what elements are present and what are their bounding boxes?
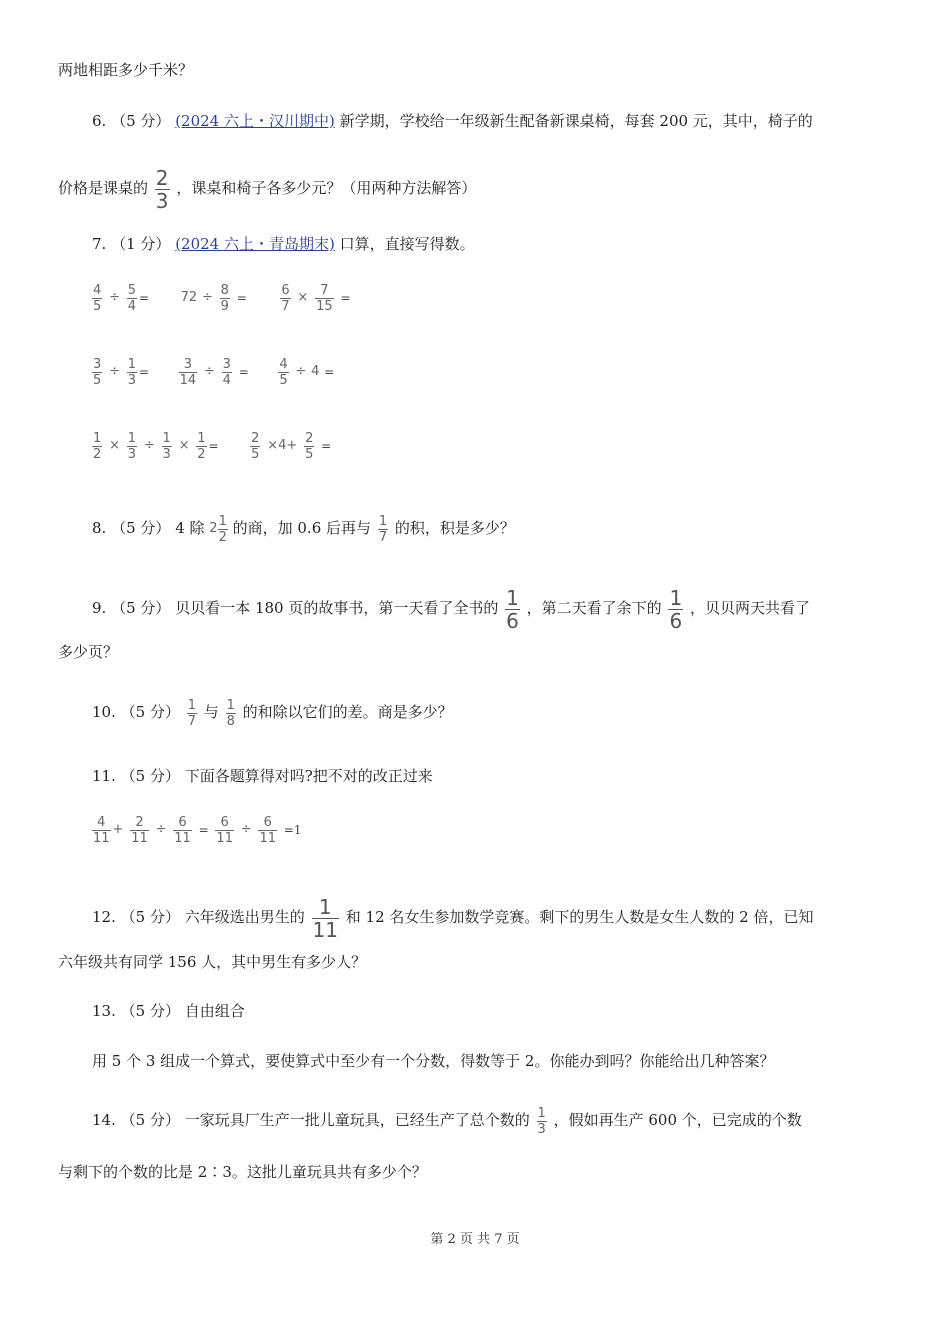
multiply-sign: × (267, 438, 279, 453)
fraction: $\frac{4}{5}$ (279, 356, 288, 388)
fraction: $\frac{5}{4}$ (127, 282, 137, 314)
fraction: $\frac{2}{5}$ (305, 430, 314, 462)
divide-sign: ÷ (109, 290, 120, 305)
question-text: ，假如再生产 600 个，已完成的个数 (553, 1111, 802, 1129)
question-7 (92, 234, 475, 254)
question-text: 两地相距多少千米？ (58, 61, 194, 79)
question-6-line2 (58, 166, 476, 211)
divide-sign: ÷ (109, 364, 120, 379)
oral-calc-row-3 (90, 428, 331, 463)
question-text: 用 5 个 3 组成一个算式，要使算式中至少有一个分数，得数等于 2。你能办到吗？你能给出几种答案？ (92, 1052, 775, 1070)
question-number: 13. (92, 1002, 116, 1020)
question-number: 11. (92, 767, 116, 785)
fraction: $\frac{6}{11}$ (174, 814, 191, 846)
fraction: $\frac{2}{11}$ (131, 814, 148, 846)
fraction: $\frac{1}{7}$ (187, 697, 197, 729)
equals-sign: = (321, 439, 332, 453)
question-score: （5 分） (120, 1111, 180, 1129)
question-12 (92, 892, 813, 942)
fraction: $\frac{1}{7}$ (378, 513, 388, 545)
mixed-number: 2 1 2 (209, 513, 227, 545)
question-score: （5 分） (111, 519, 171, 537)
question-number: 9. (92, 599, 107, 617)
plus-sign: + (112, 822, 124, 837)
fraction: $\frac{1}{3}$ (127, 430, 137, 462)
question-5-tail (58, 60, 193, 80)
question-9-line2 (58, 642, 118, 662)
question-score: （5 分） (111, 599, 171, 617)
fraction: $\frac{8}{9}$ (220, 282, 229, 314)
question-text: 下面各题算得对吗?把不对的改正过来 (184, 767, 433, 785)
question-14 (92, 1100, 802, 1140)
question-number: 12. (92, 908, 116, 926)
fraction: $\frac{1}{8}$ (226, 697, 235, 729)
divide-sign: ÷ (155, 822, 167, 837)
question-number: 10. (92, 703, 116, 721)
fraction: $\frac{4}{11}$ (93, 814, 110, 846)
question-text: ，贝贝两天共看了 (689, 599, 810, 617)
fraction: $\frac{1}{6}$ (506, 585, 519, 633)
fraction: $\frac{1}{3}$ (162, 430, 171, 462)
plus-sign: + (286, 438, 298, 453)
question-score: （5 分） (120, 703, 180, 721)
whole-number: 4 (278, 438, 287, 453)
question-text: ，第二天看了余下的 (526, 599, 662, 617)
fraction: $\frac{3}{5}$ (93, 356, 102, 388)
equals-sign: = (139, 291, 150, 305)
divide-sign: ÷ (240, 822, 252, 837)
fraction: $\frac{6}{11}$ (216, 814, 233, 846)
question-14-line2 (58, 1162, 427, 1182)
multiply-sign: × (178, 438, 190, 453)
question-text: 和 12 名女生参加数学竞赛。剩下的男生人数是女生人数的 2 倍，已知 (345, 908, 814, 926)
question-10 (92, 694, 453, 730)
question-text: 新学期，学校给一年级新生配备新课桌椅，每套 200 元，其中，椅子的 (339, 112, 813, 130)
question-text: 的和除以它们的差。商是多少？ (242, 703, 453, 721)
question-score: （5 分） (111, 112, 171, 130)
question-text: 六年级选出男生的 (184, 908, 305, 926)
question-11 (92, 766, 433, 786)
fraction: $\frac{1}{11}$ (312, 894, 338, 942)
fraction: $\frac{2}{5}$ (251, 430, 260, 462)
equals-sign: = (238, 365, 249, 379)
fraction: $\frac{1}{3}$ (537, 1105, 546, 1137)
question-13-body (92, 1051, 774, 1071)
multiply-sign: × (109, 438, 120, 453)
result: =1 (283, 823, 302, 837)
question-text: 一家玩具厂生产一批儿童玩具，已经生产了总个数的 (184, 1111, 530, 1129)
equals-sign: = (198, 823, 209, 837)
divide-sign: ÷ (201, 290, 213, 305)
question-source-link[interactable]: (2024 六上・青岛期末) (175, 235, 335, 253)
question-text: 与 (203, 703, 219, 721)
question-text: 多少页？ (58, 643, 119, 661)
question-number: 7. (92, 235, 107, 253)
question-text: 贝贝看一本 180 页的故事书，第一天看了全书的 (175, 599, 499, 617)
fraction: $\frac{1}{2}$ (93, 430, 102, 462)
question-text: ，课桌和椅子各多少元？（用两种方法解答） (176, 179, 477, 197)
fraction: $\frac{1}{6}$ (669, 585, 683, 633)
fraction: $\frac{1}{3}$ (127, 356, 137, 388)
question-8 (92, 510, 515, 547)
whole-number: 4 (311, 364, 320, 379)
question-13 (92, 1001, 245, 1021)
question-number: 8. (92, 519, 107, 537)
fraction: $\frac{4}{5}$ (93, 282, 102, 314)
question-number: 14. (92, 1111, 116, 1129)
question-score: （5 分） (120, 1002, 180, 1020)
fraction: $\frac{6}{7}$ (281, 282, 290, 314)
question-text: 4 除 (175, 519, 205, 537)
question-score: （5 分） (120, 767, 180, 785)
question-12-line2 (58, 952, 366, 972)
question-text: 的商，加 0.6 后再与 (232, 519, 372, 537)
equals-sign: = (208, 439, 219, 453)
question-text: 的积，积是多少？ (394, 519, 515, 537)
fraction: $\frac{3}{4}$ (222, 356, 231, 388)
equals-sign: = (236, 291, 247, 305)
question-number: 6. (92, 112, 107, 130)
equals-sign: = (139, 365, 150, 379)
question-score: （5 分） (120, 908, 180, 926)
question-title: 自由组合 (184, 1002, 245, 1020)
fraction: $\frac{3}{14}$ (179, 356, 197, 388)
page-footer: 第 2 页 共 7 页 (430, 1232, 520, 1247)
fraction: $\frac{1}{2}$ (197, 430, 206, 462)
equals-sign: = (324, 365, 335, 379)
fraction: $\frac{7}{15}$ (316, 282, 333, 314)
fraction: $\frac{6}{11}$ (259, 814, 276, 846)
divide-sign: ÷ (143, 438, 155, 453)
question-11-expression (90, 812, 301, 847)
oral-calc-row-1 (90, 280, 351, 315)
question-text: 价格是课桌的 (58, 179, 149, 197)
question-source-link[interactable]: (2024 六上・汉川期中) (175, 112, 335, 130)
question-text: 六年级共有同学 156 人，其中男生有多少人？ (58, 953, 367, 971)
divide-sign: ÷ (203, 364, 215, 379)
question-text: 口算，直接写得数。 (339, 235, 475, 253)
divide-sign: ÷ (295, 364, 307, 379)
multiply-sign: × (297, 290, 309, 305)
oral-calc-row-2 (90, 354, 334, 389)
whole-number: 72 (180, 290, 198, 305)
question-score: （1 分） (111, 235, 171, 253)
question-text: 与剩下的个数的比是 2∶3。这批儿童玩具共有多少个？ (58, 1163, 427, 1181)
equals-sign: = (340, 291, 351, 305)
question-6 (92, 111, 813, 131)
fraction: $\frac{2}{3}$ (155, 165, 169, 213)
question-9 (92, 584, 810, 632)
